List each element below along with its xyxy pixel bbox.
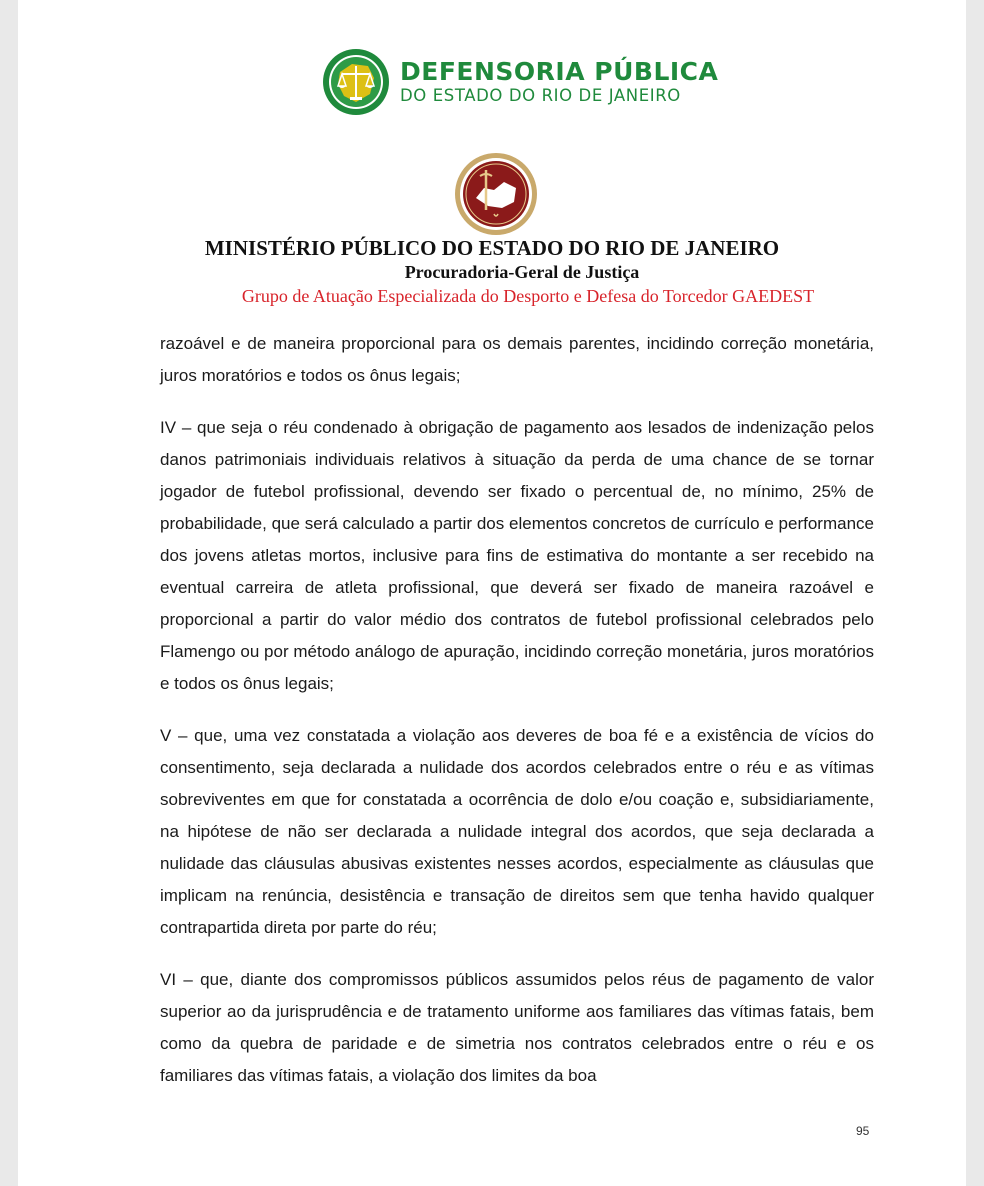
paragraph: razoável e de maneira proporcional para os demais parentes, incidindo correção monetária, juros moratórios e todos os ônus legais; xyxy=(160,334,874,385)
document-body xyxy=(160,328,874,1112)
paragraph: IV – que seja o réu condenado à obrigação de pagamento aos lesados de indenização pelos danos patrimoniais individuais relativos à situação da perda de uma chance de se tornar jogador de futebol profissional, devendo ser fixado o percentual de, no mínimo, 25% de probabilidade, que será calculado a partir dos elementos concretos de currículo e performance dos jovens atletas mortos, inclusive para fins de estimativa do montante a ser recebido na eventual carreira de atleta profissional, que deverá ser fixado de maneira razoável e proporcional a partir do valor médio dos contratos de futebol profissional celebrados pelo Flamengo ou por método análogo de apuração, incidindo correção monetária, juros moratórios e todos os ônus legais; xyxy=(160,418,874,693)
ministerio-heading: MINISTÉRIO PÚBLICO DO ESTADO DO RIO DE JANEIRO xyxy=(204,236,780,260)
paragraph: V – que, uma vez constatada a violação aos deveres de boa fé e a existência de vícios do consentimento, seja declarada a nulidade dos acordos celebrados entre o réu e as vítimas sobreviventes em que for constatada a ocorrência de dolo e/ou coação e, subsidiariamente, na hipótese de não ser declarada a nulidade integral dos acordos, que seja declarada a nulidade das cláusulas abusivas existentes nesses acordos, especialmente as cláusulas que implicam na renúncia, desistência e transação de direitos sem que tenha havido qualquer contrapartida direta por parte do réu; xyxy=(160,726,874,937)
page-number: 95 xyxy=(856,1124,870,1138)
ministerio-publico-seal-icon xyxy=(454,152,538,236)
defensoria-subtitle: DO ESTADO DO RIO DE JANEIRO xyxy=(400,86,681,105)
procuradoria-heading: Procuradoria-Geral de Justiça xyxy=(404,262,640,282)
grupo-heading: Grupo de Atuação Especializada do Desporto e Defesa do Torcedor GAEDEST xyxy=(241,286,815,306)
defensoria-title: DEFENSORIA PÚBLICA xyxy=(400,57,719,86)
paragraph: VI – que, diante dos compromissos públicos assumidos pelos réus de pagamento de valor superior ao da jurisprudência e de tratamento uniforme aos familiares das vítimas fatais, bem como da quebra de paridade e de simetria nos contratos celebrados entre o réu e os familiares das vítimas fatais, a violação dos limites da boa xyxy=(160,970,874,1085)
defensoria-scales-logo-icon xyxy=(322,48,390,116)
